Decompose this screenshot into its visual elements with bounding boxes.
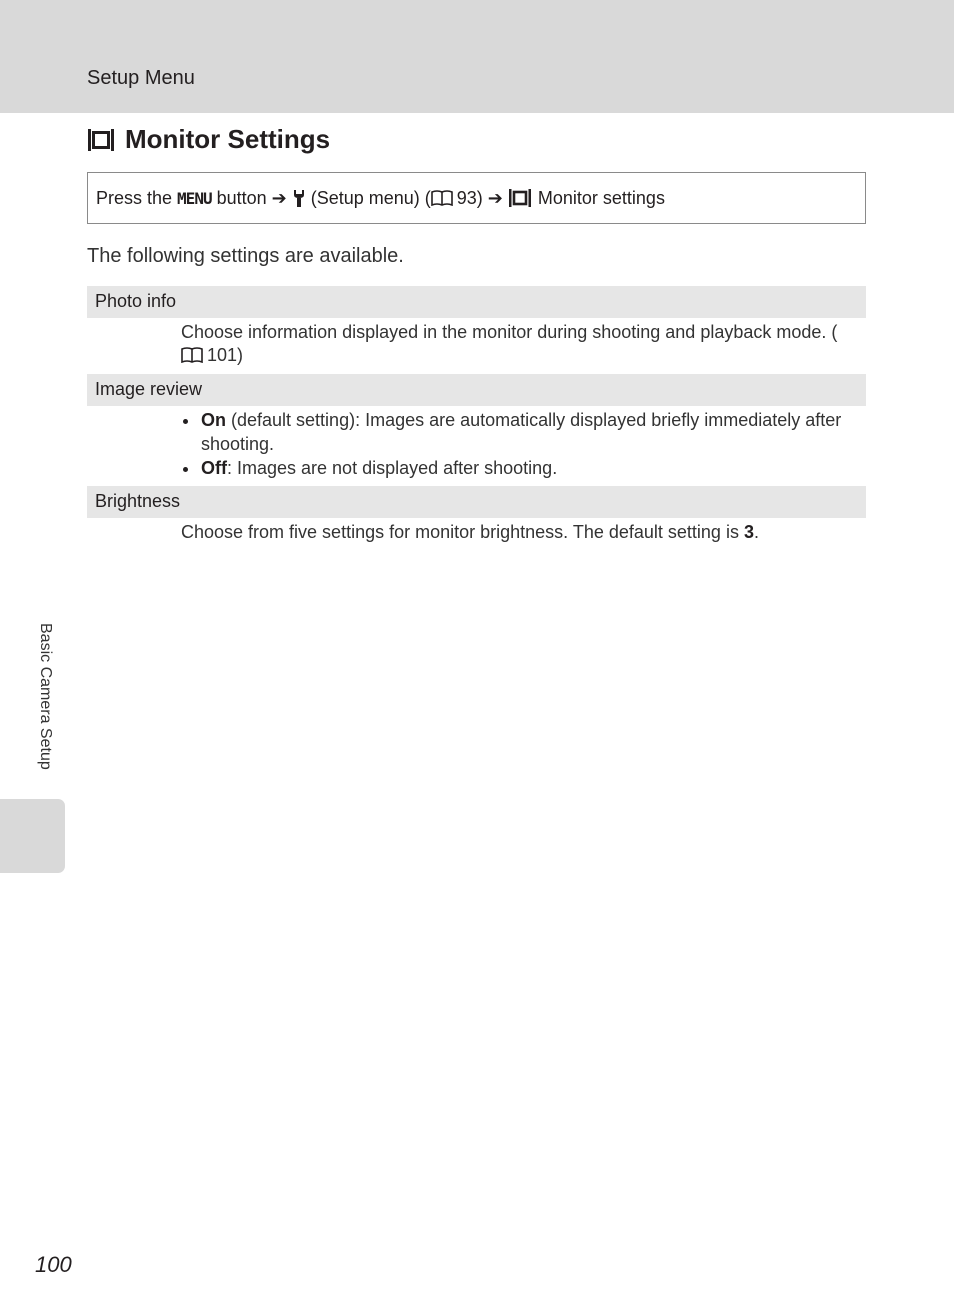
monitor-icon (87, 128, 115, 152)
list-item: Off: Images are not displayed after shooting. (181, 457, 861, 481)
page-number: 100 (35, 1252, 72, 1277)
navigation-path-box (87, 172, 866, 224)
header-band (0, 0, 954, 113)
page-title (87, 124, 330, 155)
monitor-icon (508, 188, 532, 208)
nav-button-word: button (216, 187, 267, 208)
book-icon (431, 190, 453, 206)
image-review-options (181, 409, 861, 482)
running-header: Setup Menu (87, 67, 195, 89)
wrench-icon (292, 188, 306, 209)
section-heading-photo-info: Photo info (87, 286, 866, 318)
section-heading-brightness: Brightness (87, 486, 866, 518)
section-text-brightness: Choose from five settings for monitor brightness. The default setting is 3. (181, 522, 759, 542)
section-heading-image-review: Image review (87, 374, 866, 406)
nav-monitor-settings: Monitor settings (537, 187, 665, 208)
page-title-text: Monitor Settings (125, 124, 331, 154)
list-item: On (default setting): Images are automatically displayed briefly immediately after shooting. (181, 409, 861, 456)
nav-prefix: Press the (96, 187, 173, 208)
chapter-tab (0, 799, 65, 873)
nav-setup-menu: (Setup menu) ( (310, 187, 431, 208)
intro-text: The following settings are available. (87, 245, 404, 267)
book-icon (181, 346, 203, 362)
menu-button-icon: MENU (177, 188, 212, 208)
nav-ref-page: 93) (456, 187, 483, 208)
side-chapter-label: Basic Camera Setup (37, 623, 54, 770)
arrow-right-icon: ➔ (271, 187, 287, 208)
section-text-photo-info: Choose information displayed in the monitor during shooting and playback mode. (101) (181, 322, 838, 365)
arrow-right-icon: ➔ (487, 187, 503, 208)
